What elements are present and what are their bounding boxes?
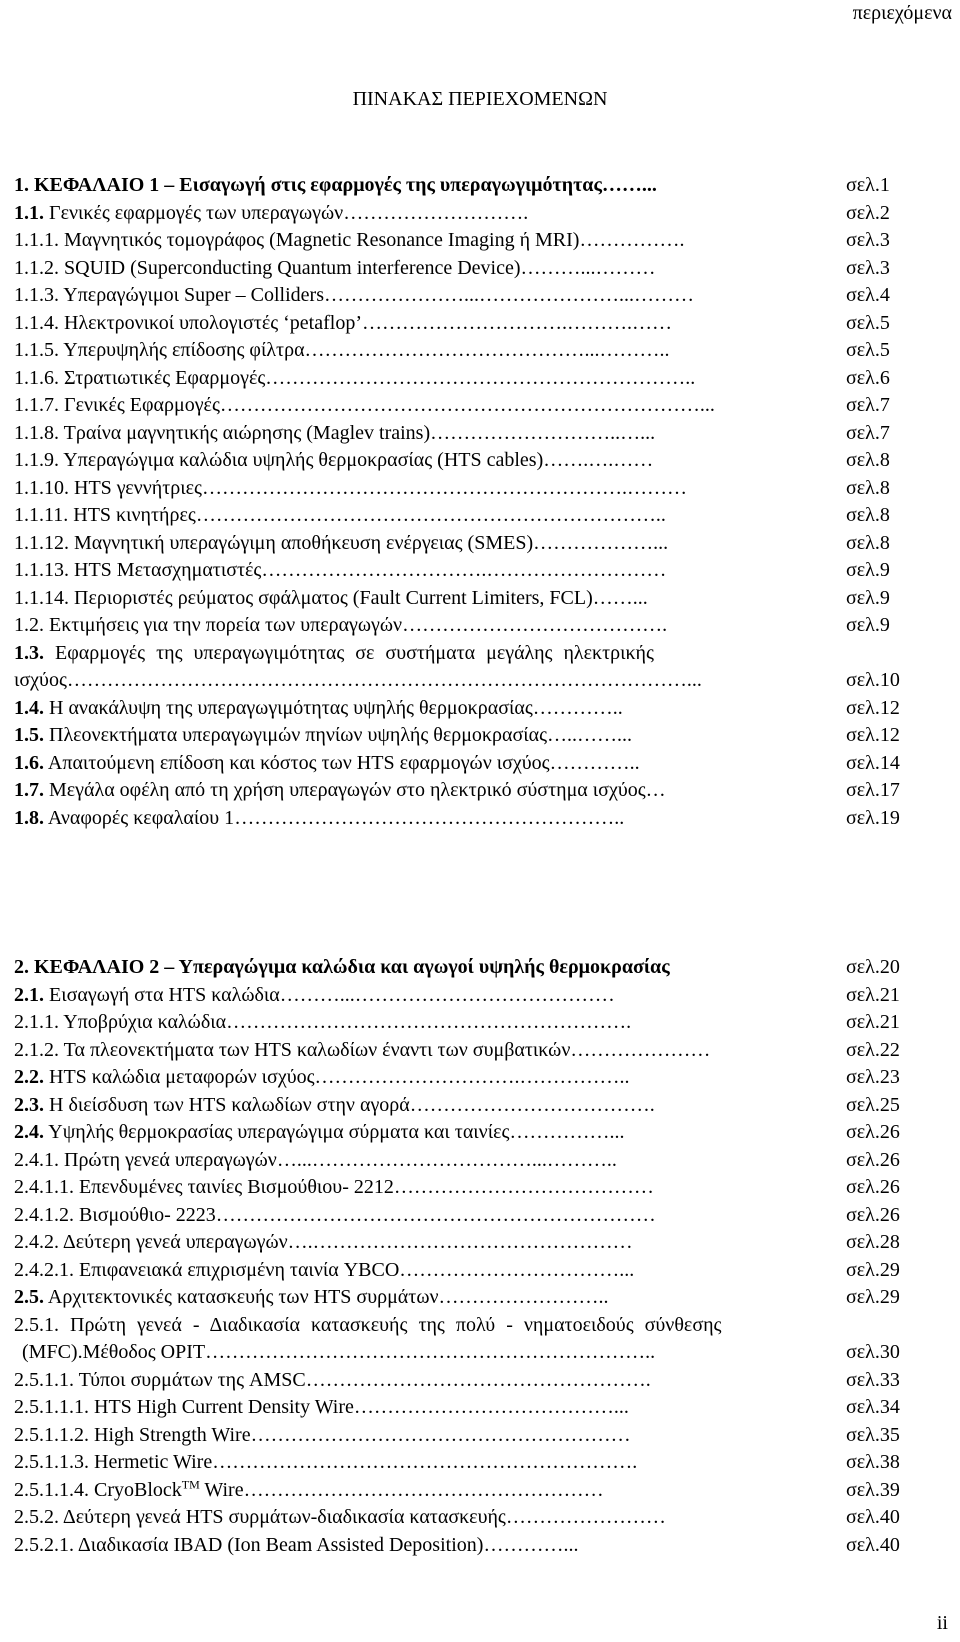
toc-leader-dots: ………………………………… xyxy=(393,1176,654,1198)
toc-page-ref: σελ.26 xyxy=(846,1203,900,1226)
toc-entry-number: 2.4.1.2. xyxy=(14,1203,74,1226)
toc-entry xyxy=(14,1009,942,1037)
toc-entry-title: Η διείσδυση των HTS καλωδίων στην αγορά xyxy=(49,1093,410,1116)
toc-entry xyxy=(14,1284,942,1312)
toc-entry-title: Στρατιωτικές Εφαρμογές xyxy=(64,366,266,389)
toc-leader-dots: ………………………….…………….. xyxy=(314,1066,630,1088)
toc-entry xyxy=(14,695,942,723)
toc-entry xyxy=(14,1367,942,1395)
toc-page-ref: σελ.35 xyxy=(846,1423,900,1446)
toc-entry-number: 2.5.2. xyxy=(14,1506,59,1528)
toc-page-ref: σελ.40 xyxy=(846,1533,900,1556)
toc-page-ref: σελ.8 xyxy=(846,504,890,526)
toc-page-ref: σελ.3 xyxy=(846,229,890,251)
toc-entry-title: Τύποι συρμάτων της AMSC xyxy=(78,1368,306,1391)
toc-entry-number: 1.1.7. xyxy=(14,394,59,416)
toc-leader-dots: … xyxy=(645,779,666,801)
toc-leader-dots: ………….. xyxy=(549,751,640,774)
toc-entry-title: Περιοριστές ρεύματος σφάλματος (Fault Current Limiters, FCL) xyxy=(74,586,593,609)
toc-leader-dots: …….….…… xyxy=(543,449,654,471)
toc-entry xyxy=(14,954,942,982)
toc-entry-number: 1. xyxy=(14,174,29,196)
toc-leader-dots: ………………………..…... xyxy=(430,421,656,444)
toc-page-ref: σελ.33 xyxy=(846,1368,900,1391)
toc-entry xyxy=(14,1064,942,1092)
toc-entry-number: 2.5.1.1.1. xyxy=(14,1396,89,1418)
toc-page-ref: σελ.9 xyxy=(846,586,890,609)
toc-entry xyxy=(14,805,942,833)
toc-page-ref: σελ.2 xyxy=(846,201,890,224)
toc-leader-dots: ……………………………………………………….……… xyxy=(201,476,687,499)
toc-page-ref: σελ.9 xyxy=(846,614,890,636)
toc-entry-title: Τραίνα μαγνητικής αιώρησης (Maglev trains) xyxy=(63,421,431,444)
toc-entry-title: Υπεραγώγιμα καλώδια υψηλής θερμοκρασίας (HTS cables) xyxy=(63,449,544,471)
toc-entry-number: 2. xyxy=(14,956,29,978)
toc-entry xyxy=(14,557,942,585)
toc-entry-number: 2.1.2. xyxy=(14,1038,59,1061)
toc-entry-number: 1.1.14. xyxy=(14,586,69,609)
toc-page-ref: σελ.25 xyxy=(846,1093,900,1116)
toc-entry-number: 1.1.4. xyxy=(14,311,59,334)
toc-entry-number: 1.8. xyxy=(14,806,44,829)
toc-page-ref: σελ.26 xyxy=(846,1148,900,1171)
toc-entry-title: High Strength Wire xyxy=(94,1423,251,1446)
toc-entry-title: Πλεονεκτήματα υπεραγωγιμών πηνίων υψηλής θερμοκρασίας xyxy=(49,724,548,746)
toc-entry xyxy=(14,447,942,475)
toc-entry-number: 2.5.1.1.2. xyxy=(14,1423,89,1446)
toc-entry-title-continued: ισχύος xyxy=(14,669,67,691)
toc-entry-number: 1.1.8. xyxy=(14,421,59,444)
toc-entry-number: 2.5.1.1.3. xyxy=(14,1451,89,1473)
toc-page-ref: σελ.5 xyxy=(846,339,890,361)
toc-entry-title: HTS γεννήτριες xyxy=(74,476,202,499)
toc-entry xyxy=(14,1257,942,1285)
toc-leader-dots: …………………………………………………………….. xyxy=(195,504,666,526)
toc-leader-dots: ………………………………………………………. xyxy=(212,1451,638,1473)
toc-entry-number: 2.1.1. xyxy=(14,1011,59,1033)
toc-entry xyxy=(14,1229,942,1257)
toc-entry xyxy=(14,502,942,530)
toc-leader-dots: …………………………………………………………………………………... xyxy=(66,669,702,691)
toc-entry-title: Μαγνητικός τομογράφος (Magnetic Resonance Imaging ή MRI) xyxy=(64,229,580,251)
toc-entry-number: 2.5.1.1.4. xyxy=(14,1478,89,1501)
toc-entry-number: 1.5. xyxy=(14,724,44,746)
toc-leader-dots: ……………………………………...……….. xyxy=(304,339,670,361)
toc-entry-number: 1.1.11. xyxy=(14,504,69,526)
toc-entry xyxy=(14,310,942,338)
toc-entry xyxy=(14,1037,942,1065)
toc-leader-dots: ……………………………………………… xyxy=(243,1478,604,1501)
toc-entry-title: Δεύτερη γενεά υπεραγωγών xyxy=(62,1231,288,1253)
toc-page-ref: σελ.6 xyxy=(846,366,890,389)
toc-entry-title: Εφαρμογές της υπεραγωγιμότητας σε συστήματα μεγάλης ηλεκτρικής xyxy=(55,641,654,664)
toc-entry xyxy=(14,1504,942,1532)
toc-leader-dots: ………….. xyxy=(532,696,623,719)
toc-entry xyxy=(14,1422,942,1450)
toc-page-ref: σελ.34 xyxy=(846,1396,900,1418)
toc-entry-wrapped xyxy=(14,1312,942,1340)
toc-page-ref: σελ.28 xyxy=(846,1231,900,1253)
toc-leader-dots: ….………………………………………… xyxy=(287,1231,633,1253)
toc-page-ref: σελ.3 xyxy=(846,256,890,279)
toc-page-ref: σελ.1 xyxy=(846,174,890,196)
toc-page-ref: σελ.12 xyxy=(846,724,900,746)
toc-leader-dots: ………………………………………………… xyxy=(250,1423,631,1446)
toc-entry-title: ΚΕΦΑΛΑΙΟ 1 – Εισαγωγή στις εφαρμογές της υπεραγωγιμότητας xyxy=(34,174,602,196)
toc-entry-number: 1.1.1. xyxy=(14,229,59,251)
toc-entry-title: Πρώτη γενεά υπεραγωγών xyxy=(64,1148,277,1171)
toc-entry xyxy=(14,530,942,558)
toc-entry-number: 2.5.1. xyxy=(14,1313,59,1336)
toc-leader-dots: ………………………………. xyxy=(409,1093,655,1116)
toc-leader-dots: …………………...…………………...……… xyxy=(323,284,694,306)
toc-entry-number: 1.2. xyxy=(14,614,44,636)
toc-entry-number: 2.2. xyxy=(14,1066,44,1088)
toc-entry-title: Ηλεκτρονικοί υπολογιστές ‘petaflop’ xyxy=(64,311,362,334)
toc-entry-number: 2.4.2.1. xyxy=(14,1258,74,1281)
toc-entry-title: Διαδικασία IBAD (Ion Beam Assisted Deposition) xyxy=(77,1533,484,1556)
toc-entry-number: 2.4.2. xyxy=(14,1231,59,1253)
toc-page-ref: σελ.38 xyxy=(846,1451,900,1473)
toc-page-ref: σελ.4 xyxy=(846,284,890,306)
toc-entry-number: 2.5.2.1. xyxy=(14,1533,74,1556)
toc-leader-dots: …………... xyxy=(483,1533,579,1556)
toc-leader-dots: ……………………………………………………….. xyxy=(265,366,696,389)
toc-entry-number: 1.6. xyxy=(14,751,44,774)
toc-page-ref: σελ.8 xyxy=(846,531,890,554)
toc-entry-title: Αναφορές κεφαλαίου 1 xyxy=(47,806,235,829)
toc-leader-dots: ……………………………………………. xyxy=(305,1368,651,1391)
toc-entry xyxy=(14,172,942,200)
toc-entry xyxy=(14,1092,942,1120)
toc-entry xyxy=(14,420,942,448)
toc-entry-number: 2.5.1.1. xyxy=(14,1368,74,1391)
toc-entry xyxy=(14,475,942,503)
toc-entry-title: ΚΕΦΑΛΑΙΟ 2 – Υπεραγώγιμα καλώδια και αγωγοί υψηλής θερμοκρασίας xyxy=(34,956,670,978)
toc-entry-title: Βισμούθιο- 2223 xyxy=(79,1203,216,1226)
toc-page-ref: σελ.26 xyxy=(846,1176,900,1198)
toc-page-ref: σελ.19 xyxy=(846,806,900,829)
toc-entry-continuation xyxy=(14,667,942,695)
toc-leader-dots: ……... xyxy=(592,586,648,609)
toc-chapter-2 xyxy=(14,954,942,1559)
toc-page-ref: σελ.30 xyxy=(846,1341,900,1363)
toc-entry-title: Δεύτερη γενεά HTS συρμάτων-διαδικασία κατασκευής xyxy=(62,1506,506,1528)
toc-entry-title: Τα πλεονεκτήματα των HTS καλωδίων έναντι των συμβατικών xyxy=(63,1038,571,1061)
toc-page-ref: σελ.8 xyxy=(846,476,890,499)
toc-page-ref: σελ.20 xyxy=(846,956,900,978)
toc-page-ref: σελ.21 xyxy=(846,1011,900,1033)
toc-entry-number: 1.1. xyxy=(14,201,44,224)
toc-entry xyxy=(14,255,942,283)
toc-page-ref: σελ.12 xyxy=(846,696,900,719)
toc-entry-title-continued: (MFC).Μέθοδος OPIT xyxy=(22,1341,206,1363)
toc-leader-dots: …………………………………. xyxy=(402,614,668,636)
toc-page-ref: σελ.9 xyxy=(846,559,890,581)
toc-page-ref: σελ.39 xyxy=(846,1478,900,1501)
toc-leader-dots: ………...………………………………… xyxy=(279,983,615,1006)
toc-entry-title: Υπεραγώγιμοι Super – Colliders xyxy=(63,284,324,306)
toc-entry xyxy=(14,1394,942,1422)
toc-entry-number: 2.4.1.1. xyxy=(14,1176,74,1198)
toc-entry-title: CryoBlock xyxy=(94,1478,182,1501)
toc-entry-title: Hermetic Wire xyxy=(94,1451,213,1473)
toc-entry-number: 1.3. xyxy=(14,641,44,664)
toc-entry-title: Μεγάλα οφέλη από τη χρήση υπεραγωγών στο ηλεκτρικό σύστημα ισχύος xyxy=(49,779,646,801)
toc-entry-number: 1.4. xyxy=(14,696,44,719)
toc-leader-dots: ……………………………... xyxy=(399,1258,635,1281)
page-number: ii xyxy=(936,1612,948,1634)
toc-entry-number: 1.1.3. xyxy=(14,284,59,306)
toc-leader-dots: ……………………………………………………. xyxy=(226,1011,632,1033)
toc-entry xyxy=(14,1202,942,1230)
toc-leader-dots: ………………………………………………………………... xyxy=(219,394,715,416)
toc-entry xyxy=(14,612,942,640)
toc-page-ref: σελ.29 xyxy=(846,1286,900,1308)
toc-entry xyxy=(14,1532,942,1560)
toc-chapter-1 xyxy=(14,172,942,832)
toc-entry xyxy=(14,200,942,228)
toc-entry-number: 1.1.13. xyxy=(14,559,69,581)
toc-entry-continuation xyxy=(14,1339,942,1367)
toc-entry-title: Η ανακάλυψη της υπεραγωγιμότητας υψηλής θερμοκρασίας xyxy=(49,696,533,719)
toc-entry-number: 2.3. xyxy=(14,1093,44,1116)
toc-entry-number: 1.1.2. xyxy=(14,256,59,279)
page-title: ΠΙΝΑΚΑΣ ΠΕΡΙΕΧΟΜΕΝΩΝ xyxy=(352,88,608,110)
toc-entry xyxy=(14,1477,942,1505)
toc-leader-dots: ………………………………………………………… xyxy=(215,1203,656,1226)
toc-page-ref: σελ.10 xyxy=(846,669,900,691)
toc-page-ref: σελ.40 xyxy=(846,1506,900,1528)
toc-entry-title: Αρχιτεκτονικές κατασκευής των HTS συρμάτων xyxy=(47,1286,439,1308)
toc-entry xyxy=(14,722,942,750)
toc-entry-title: HTS High Current Density Wire xyxy=(94,1396,354,1418)
running-header: περιεχόμενα xyxy=(852,2,952,24)
toc-leader-dots: ………………... xyxy=(533,531,669,554)
toc-entry xyxy=(14,777,942,805)
toc-entry-number: 2.4. xyxy=(14,1121,44,1143)
toc-entry-title-suffix: Wire xyxy=(199,1478,244,1501)
toc-entry-title: HTS καλώδια μεταφορών ισχύος xyxy=(49,1066,315,1088)
toc-leader-dots: …………………………….……………………… xyxy=(261,559,667,581)
toc-leader-dots: ………………………………………………………….. xyxy=(205,1341,656,1363)
toc-page-ref: σελ.23 xyxy=(846,1066,900,1088)
toc-entry-title: Επενδυμένες ταινίες Βισμούθιου- 2212 xyxy=(79,1176,394,1198)
toc-page-ref: σελ.7 xyxy=(846,421,890,444)
toc-page-ref: σελ.14 xyxy=(846,751,900,774)
toc-leader-dots: ……………. xyxy=(579,229,685,251)
toc-entry-number: 2.1. xyxy=(14,983,44,1006)
toc-entry-title: SQUID (Superconducting Quantum interference Device) xyxy=(64,256,521,279)
toc-leader-dots: ………………………………………………….. xyxy=(234,806,625,829)
toc-entry-wrapped xyxy=(14,640,942,668)
toc-page-ref: σελ.5 xyxy=(846,311,890,334)
toc-page-ref: σελ.17 xyxy=(846,779,900,801)
toc-entry xyxy=(14,585,942,613)
toc-leader-dots: ………………… xyxy=(570,1038,711,1061)
toc-entry xyxy=(14,750,942,778)
toc-entry xyxy=(14,282,942,310)
toc-entry-number: 1.1.10. xyxy=(14,476,69,499)
toc-page-ref: σελ.26 xyxy=(846,1121,900,1143)
trademark-superscript: TM xyxy=(181,1476,200,1491)
toc-page-ref: σελ.22 xyxy=(846,1038,900,1061)
toc-entry xyxy=(14,337,942,365)
toc-leader-dots: ………………………….……….…… xyxy=(361,311,672,334)
toc-entry xyxy=(14,392,942,420)
toc-entry-title: Εισαγωγή στα HTS καλώδια xyxy=(49,983,280,1006)
toc-entry-title: Μαγνητική υπεραγώγιμη αποθήκευση ενέργειας (SMES) xyxy=(74,531,534,554)
toc-page-ref: σελ.29 xyxy=(846,1258,900,1281)
toc-entry-title: Πρώτη γενεά - Διαδικασία κατασκευής της πολύ - νηματοειδούς σύνθεσης xyxy=(70,1313,722,1336)
toc-entry-title: Επιφανειακά επιχρισμένη ταινία YBCO xyxy=(79,1258,400,1281)
toc-leader-dots: ……... xyxy=(601,174,657,196)
toc-entry xyxy=(14,982,942,1010)
toc-entry-title: Απαιτούμενη επίδοση και κόστος των HTS εφαρμογών ισχύος xyxy=(47,751,550,774)
toc-entry xyxy=(14,1119,942,1147)
toc-leader-dots: ………...……… xyxy=(520,256,656,279)
toc-page-ref: σελ.8 xyxy=(846,449,890,471)
toc-entry xyxy=(14,365,942,393)
toc-entry-title: Υποβρύχια καλώδια xyxy=(63,1011,227,1033)
toc-entry-number: 2.4.1. xyxy=(14,1148,59,1171)
toc-entry-title: Υπερυψηλής επίδοσης φίλτρα xyxy=(63,339,305,361)
toc-entry-title: Γενικές εφαρμογές των υπεραγωγών xyxy=(49,201,344,224)
toc-entry-title: Υψηλής θερμοκρασίας υπεραγώγιμα σύρματα και ταινίες xyxy=(48,1121,510,1143)
toc-entry-number: 1.1.5. xyxy=(14,339,59,361)
toc-page-ref: σελ.21 xyxy=(846,983,900,1006)
toc-leader-dots: …………………… xyxy=(505,1506,666,1528)
toc-entry xyxy=(14,1174,942,1202)
toc-leader-dots: ……………... xyxy=(509,1121,625,1143)
toc-entry xyxy=(14,227,942,255)
toc-page-ref: σελ.7 xyxy=(846,394,890,416)
toc-entry-title: HTS Μετασχηματιστές xyxy=(74,559,262,581)
toc-entry-number: 1.1.12. xyxy=(14,531,69,554)
toc-entry-title: Γενικές Εφαρμογές xyxy=(64,394,220,416)
toc-entry-number: 1.1.6. xyxy=(14,366,59,389)
toc-leader-dots: …..……... xyxy=(547,724,633,746)
toc-leader-dots: …………………………………... xyxy=(353,1396,629,1418)
toc-entry-title: HTS κινητήρες xyxy=(73,504,196,526)
toc-leader-dots: ………………………. xyxy=(343,201,529,224)
toc-leader-dots: …………………….. xyxy=(438,1286,609,1308)
toc-entry-number: 1.7. xyxy=(14,779,44,801)
toc-leader-dots: …...……………………………...……….. xyxy=(276,1148,617,1171)
toc-entry xyxy=(14,1147,942,1175)
toc-entry-number: 2.5. xyxy=(14,1286,44,1308)
toc-entry xyxy=(14,1449,942,1477)
toc-entry-number: 1.1.9. xyxy=(14,449,59,471)
toc-entry-title: Εκτιμήσεις για την πορεία των υπεραγωγών xyxy=(49,614,403,636)
